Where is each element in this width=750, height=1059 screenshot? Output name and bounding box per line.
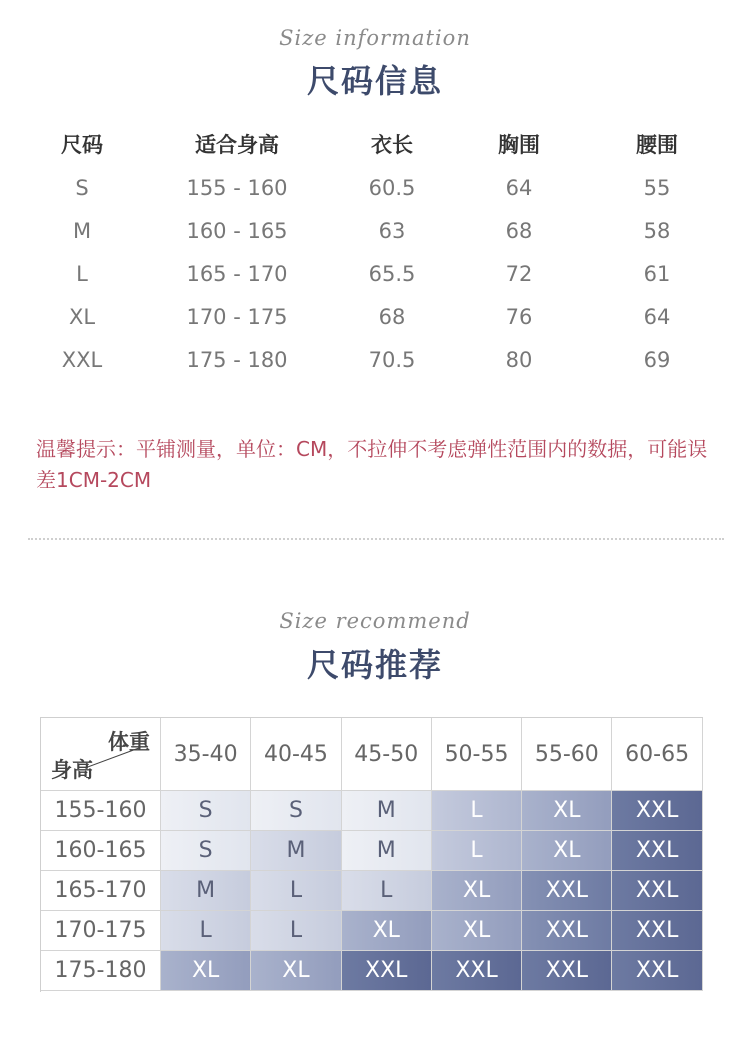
size-cell: XL (522, 791, 612, 831)
cell-height: 160 - 165 (186, 219, 288, 243)
corner-cell (41, 718, 161, 791)
header-chest: 胸围 (498, 133, 540, 157)
cell-height: 175 - 180 (186, 348, 288, 372)
size-cell: XL (342, 911, 432, 951)
height-label: 160-165 (41, 831, 161, 871)
cell-size: XXL (61, 348, 103, 372)
size-cell: XXL (612, 871, 702, 911)
cell-size: XL (68, 305, 96, 329)
size-cell: M (161, 871, 251, 911)
cell-size: M (72, 219, 92, 243)
size-cell: XXL (612, 951, 702, 991)
table-row (41, 911, 703, 951)
section-divider (28, 538, 724, 540)
weight-header: 50-55 (432, 718, 522, 791)
size-cell: XXL (522, 951, 612, 991)
height-label: 165-170 (41, 871, 161, 911)
size-cell: L (432, 831, 522, 871)
size-info-title: 尺码信息 (306, 62, 443, 100)
size-cell: L (251, 911, 341, 951)
size-info-header-row (0, 124, 750, 167)
header-height: 适合身高 (195, 133, 279, 157)
header-length: 衣长 (371, 133, 413, 157)
cell-size: S (75, 176, 89, 200)
size-cell: XL (251, 951, 341, 991)
size-cell: XL (161, 951, 251, 991)
corner-height-label: 身高 (51, 758, 93, 782)
weight-header: 35-40 (161, 718, 251, 791)
size-cell: L (161, 911, 251, 951)
size-cell: M (251, 831, 341, 871)
recommend-header-row (41, 718, 703, 791)
size-cell: M (342, 791, 432, 831)
size-cell: XL (522, 831, 612, 871)
size-info-subtitle: Size information (279, 26, 471, 50)
weight-header: 40-45 (251, 718, 341, 791)
size-cell: XXL (522, 871, 612, 911)
size-recommend-title: 尺码推荐 (306, 646, 443, 684)
table-row (41, 791, 703, 831)
size-cell: XXL (522, 911, 612, 951)
header-size: 尺码 (61, 133, 103, 157)
cell-waist: 61 (643, 262, 671, 286)
cell-chest: 64 (505, 176, 533, 200)
table-row (0, 253, 750, 296)
cell-length: 65.5 (368, 262, 416, 286)
cell-height: 155 - 160 (186, 176, 288, 200)
cell-chest: 72 (505, 262, 533, 286)
cell-length: 68 (378, 305, 406, 329)
table-row (41, 871, 703, 911)
size-cell: L (342, 871, 432, 911)
size-cell: XXL (612, 791, 702, 831)
size-recommend-table (40, 717, 703, 992)
size-cell: XL (432, 911, 522, 951)
cell-waist: 64 (643, 305, 671, 329)
height-label: 175-180 (41, 951, 161, 991)
size-cell: XXL (342, 951, 432, 991)
cell-chest: 80 (505, 348, 533, 372)
table-row (41, 951, 703, 991)
weight-header: 60-65 (612, 718, 702, 791)
table-row (41, 831, 703, 871)
cell-height: 170 - 175 (186, 305, 288, 329)
cell-waist: 55 (643, 176, 671, 200)
cell-height: 165 - 170 (186, 262, 288, 286)
size-cell: XL (432, 871, 522, 911)
weight-header: 45-50 (342, 718, 432, 791)
size-cell: XXL (432, 951, 522, 991)
table-row (0, 339, 750, 382)
table-row (0, 210, 750, 253)
corner-weight-label: 体重 (108, 730, 150, 754)
measurement-tip: 温馨提示：平铺测量，单位：CM，不拉伸不考虑弹性范围内的数据，可能误差1CM-2CM (36, 437, 708, 492)
header-waist: 腰围 (636, 133, 678, 157)
size-cell: S (251, 791, 341, 831)
cell-chest: 76 (505, 305, 533, 329)
size-info-table (0, 124, 750, 382)
height-label: 170-175 (41, 911, 161, 951)
cell-waist: 58 (643, 219, 671, 243)
size-cell: XXL (612, 831, 702, 871)
table-row (0, 296, 750, 339)
table-row (0, 167, 750, 210)
cell-waist: 69 (643, 348, 671, 372)
cell-length: 70.5 (368, 348, 416, 372)
size-cell: L (432, 791, 522, 831)
size-cell: S (161, 831, 251, 871)
cell-length: 60.5 (368, 176, 416, 200)
size-recommend-subtitle: Size recommend (279, 609, 471, 633)
cell-chest: 68 (505, 219, 533, 243)
cell-size: L (76, 262, 88, 286)
size-cell: M (342, 831, 432, 871)
weight-header: 55-60 (522, 718, 612, 791)
size-cell: S (161, 791, 251, 831)
cell-length: 63 (378, 219, 406, 243)
size-cell: XXL (612, 911, 702, 951)
size-cell: L (251, 871, 341, 911)
height-label: 155-160 (41, 791, 161, 831)
